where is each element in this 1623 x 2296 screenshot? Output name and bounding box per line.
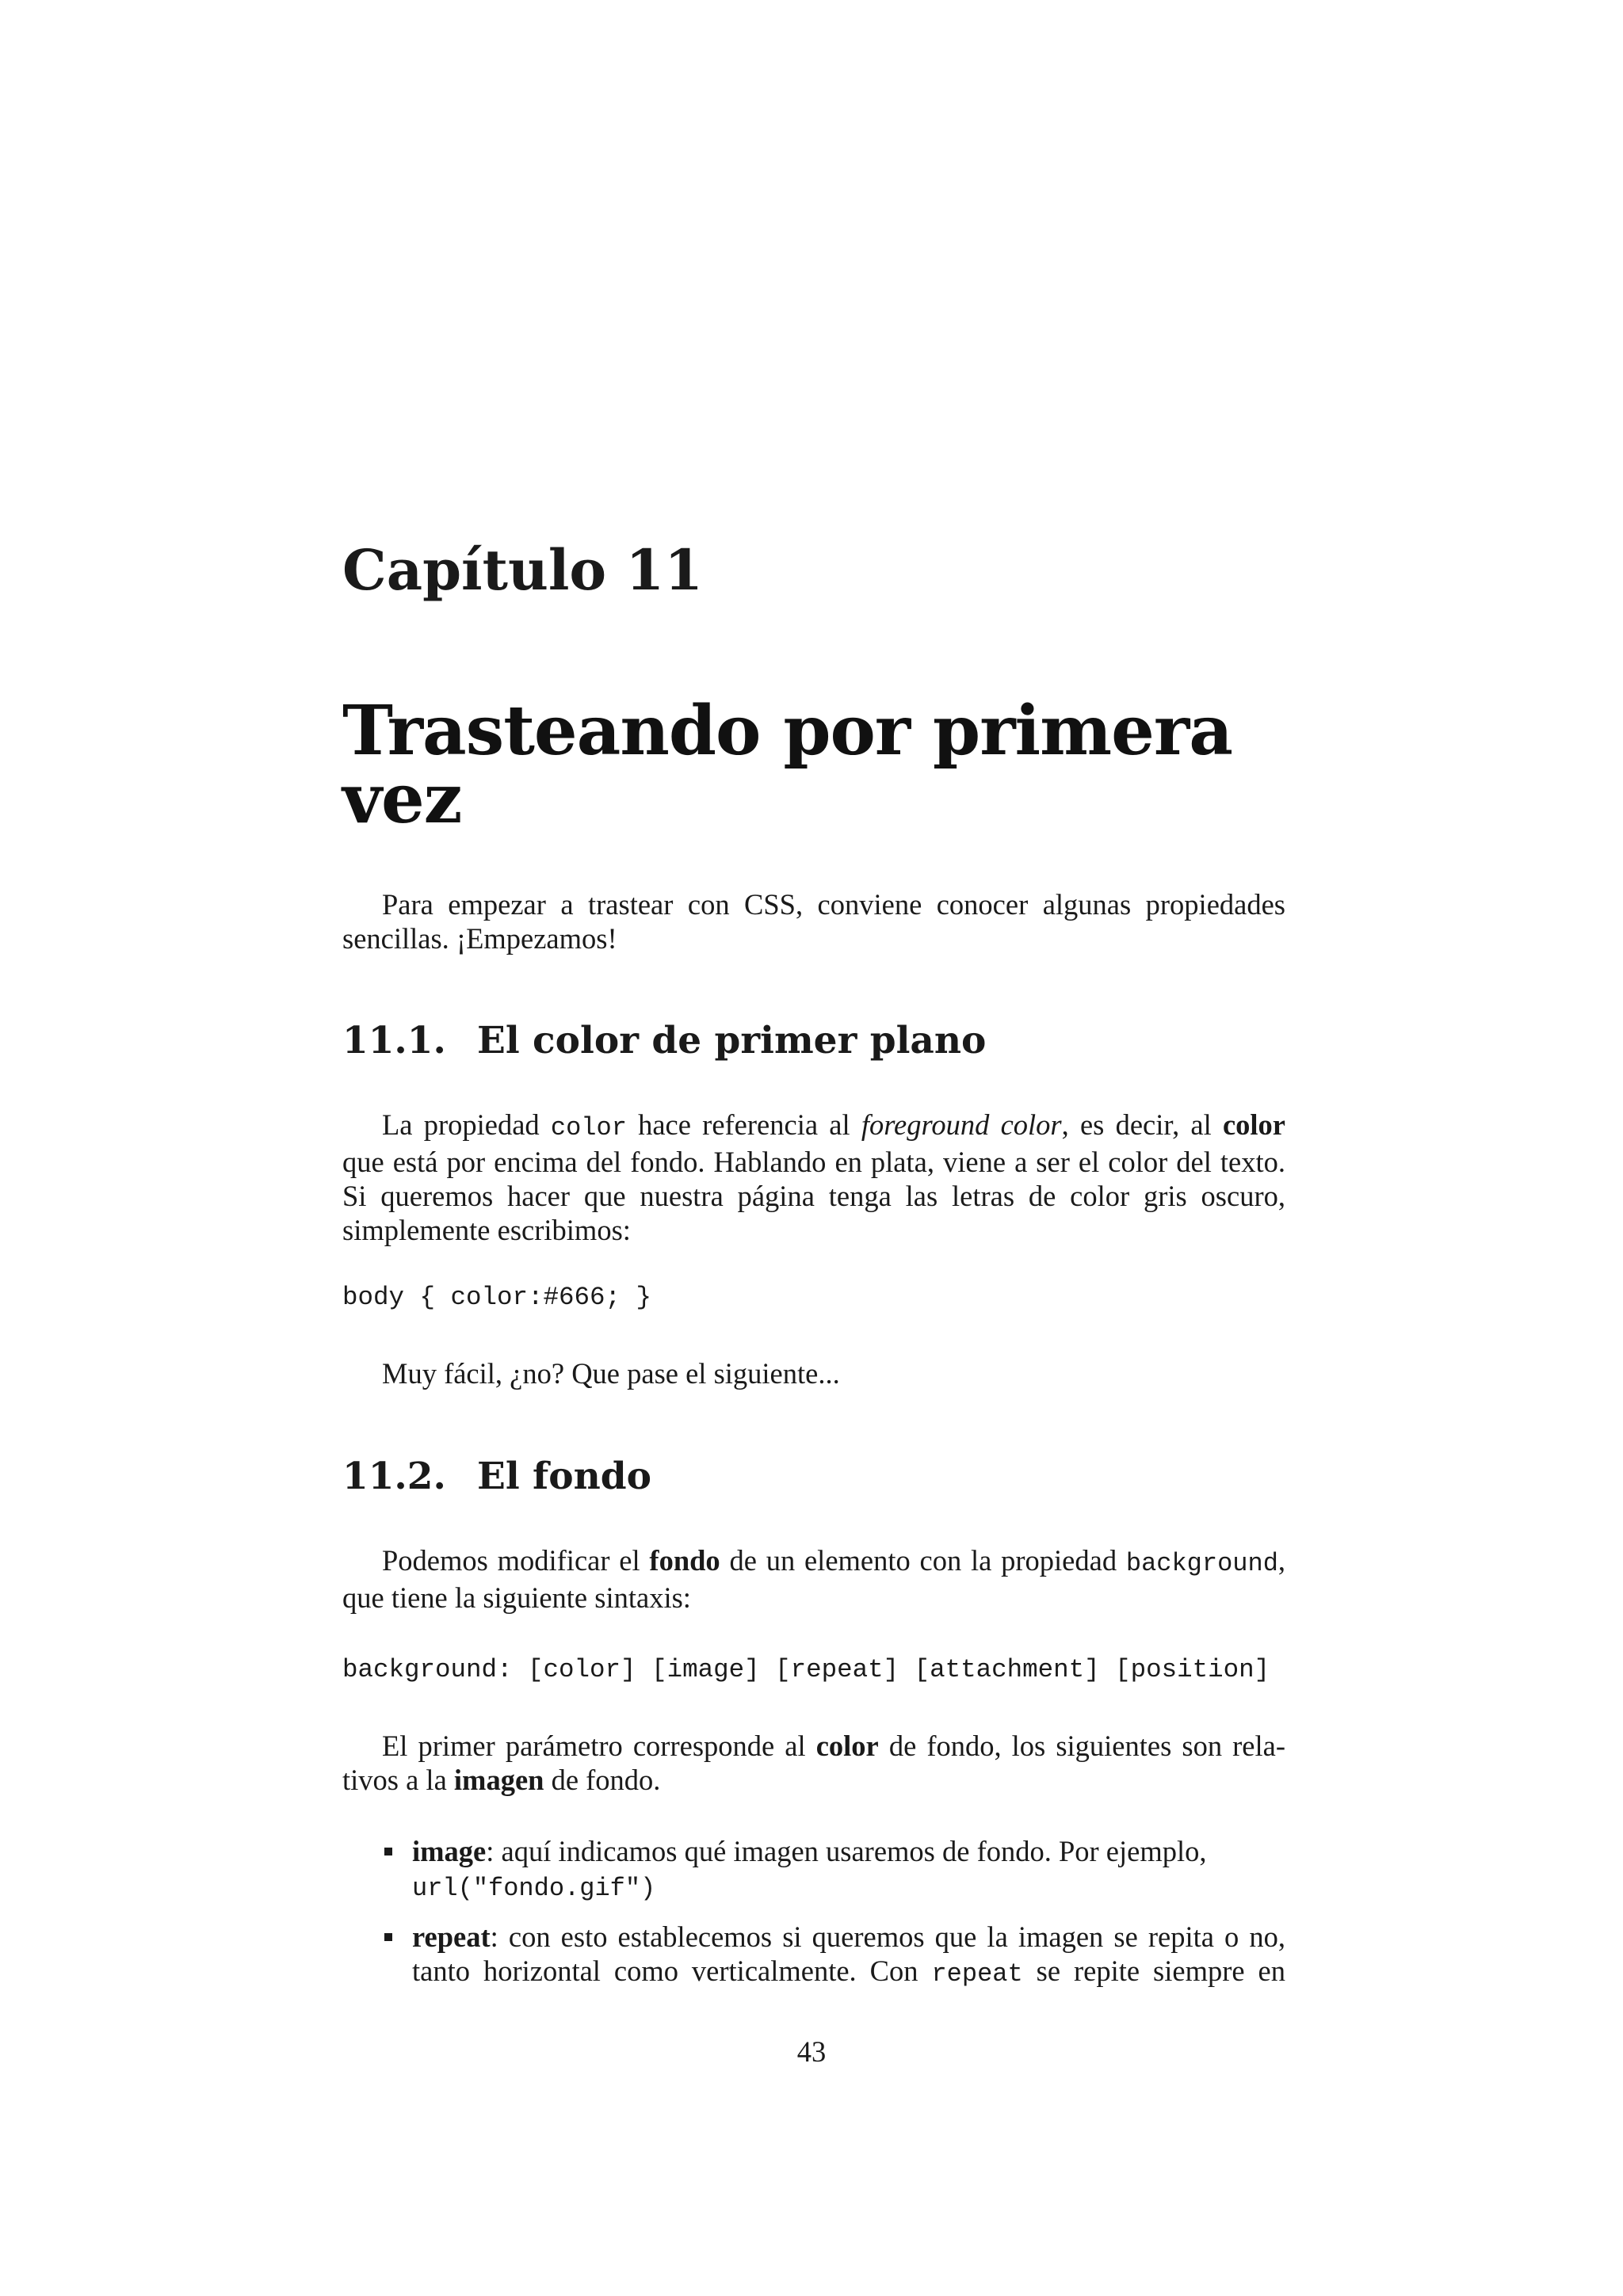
list-item: image: aquí indicamos qué imagen usaremos de fondo. Por ejemplo, url("fondo.gif"): [412, 1834, 1285, 1905]
bold-term: imagen: [453, 1764, 544, 1796]
inline-code: url("fondo.gif"): [412, 1874, 656, 1903]
bold-term: fondo: [649, 1544, 720, 1577]
chapter-title: Trasteando por primera vez: [342, 691, 1232, 839]
italic-term: foreground color: [861, 1108, 1062, 1141]
section-number: 11.1.: [342, 1019, 446, 1062]
page-number: 43: [796, 2035, 827, 2068]
section-title: El fondo: [477, 1455, 651, 1498]
section-11-1-followup: Muy fácil, ¿no? Que pase el siguiente...: [382, 1357, 840, 1390]
code-snippet-background: background: [color] [image] [repeat] [attachment] [position]: [342, 1655, 1270, 1684]
code-snippet-color: body { color:#666; }: [342, 1283, 652, 1312]
inline-code: repeat: [931, 1959, 1023, 1989]
intro-line-2: sencillas. ¡Empezamos!: [342, 922, 617, 955]
list-item: repeat: con esto establecemos si queremos que la imagen se repita o no, tanto horizontal como verticalmente. Con repeat se repite siempre en: [412, 1920, 1285, 1991]
section-title: El color de primer plano: [477, 1019, 987, 1062]
section-11-1-paragraph: La propiedad color hace referencia al foreground color, es decir, al color que está por encima del fondo. Hablando en plata, viene a ser el color del texto. Si queremos hacer que nuestra página tenga las letras de color gris oscuro, simplemente escribimos:: [342, 1108, 1286, 1246]
bold-term: color: [1222, 1108, 1286, 1141]
bullet-term: image: [412, 1835, 487, 1867]
section-11-2-paragraph-2: El primer parámetro corresponde al color de fondo, los siguientes son rela- tivos a la imagen de fondo.: [342, 1730, 1285, 1796]
bullet-icon: [384, 1933, 392, 1941]
inline-code: background: [1125, 1549, 1278, 1578]
bullet-term: repeat: [412, 1920, 491, 1953]
section-11-2-paragraph: Podemos modificar el fondo de un elemento con la propiedad background, que tiene la siguiente sintaxis:: [342, 1544, 1286, 1614]
bullet-icon: [384, 1848, 392, 1855]
section-number: 11.2.: [342, 1455, 446, 1498]
section-heading-11-2: [342, 1455, 1285, 1498]
intro-paragraph: [342, 887, 1285, 955]
chapter-label: Capítulo 11: [342, 537, 703, 603]
inline-code: color: [550, 1113, 627, 1142]
intro-line-1: Para empezar a trastear con CSS, conviene conocer algunas propiedades: [382, 888, 1285, 921]
bold-term: color: [815, 1730, 879, 1762]
section-heading-11-1: [342, 1019, 1285, 1062]
